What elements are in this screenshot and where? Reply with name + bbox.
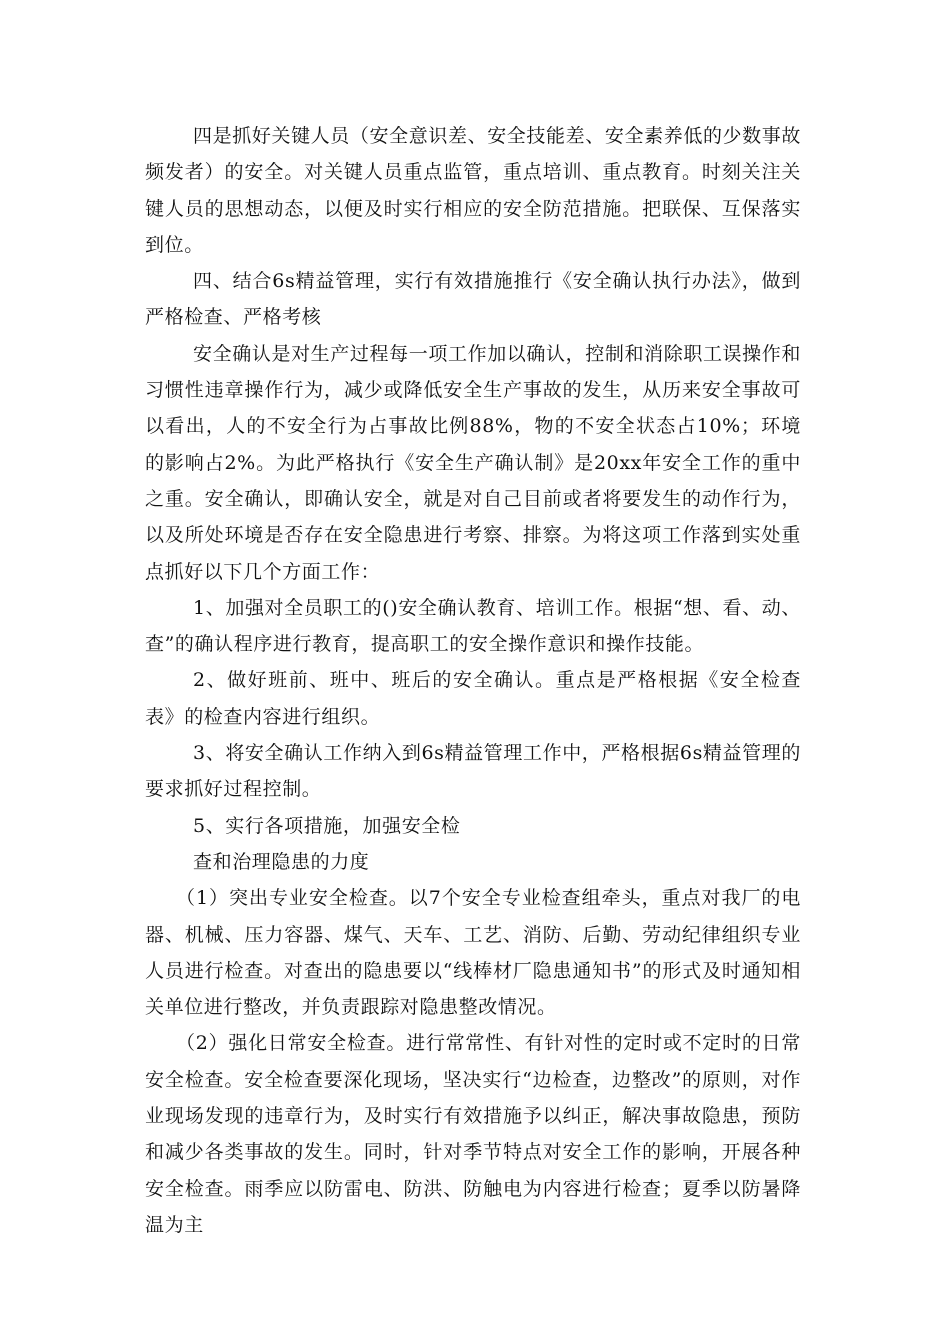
list-item-5-continued: 查和治理隐患的力度 [193, 850, 370, 873]
list-item-5: 5、实行各项措施，加强安全检 [193, 814, 461, 837]
document-body [145, 118, 801, 1243]
sub-item-1: （1）突出专业安全检查。以7个安全专业检查组牵头，重点对我厂的电器、机械、压力容器、煤气、天车、工艺、消防、后勤、劳动纪律组织专业人员进行检查。对查出的隐患要以“线棒材厂隐患通知书”的形式及时通知相关单位进行整改，并负责跟踪对隐患整改情况。 [145, 887, 801, 1019]
paragraph-safety-confirmation: 安全确认是对生产过程每一项工作加以确认，控制和消除职工误操作和习惯性违章操作行为，减少或降低安全生产事故的发生，从历来安全事故可以看出，人的不安全行为占事故比例88%，物的不安全状态占10%；环境的影响占2%。为此严格执行《安全生产确认制》是20xx年安全工作的重中之重。安全确认，即确认安全，就是对自己目前或者将要发生的动作行为，以及所处环境是否存在安全隐患进行考察、排察。为将这项工作落到实处重点抓好以下几个方面工作： [145, 342, 801, 583]
list-item-2: 2、做好班前、班中、班后的安全确认。重点是严格根据《安全检查表》的检查内容进行组织。 [145, 669, 801, 728]
sub-item-2: （2）强化日常安全检查。进行常常性、有针对性的定时或不定时的日常安全检查。安全检查要深化现场，坚决实行“边检查，边整改”的原则，对作业现场发现的违章行为，及时实行有效措施予以纠正，解决事故隐患，预防和减少各类事故的发生。同时，针对季节特点对安全工作的影响，开展各种安全检查。雨季应以防雷电、防洪、防触电为内容进行检查；夏季以防暑降温为主 [145, 1032, 801, 1236]
section-heading-4: 四、结合6s精益管理，实行有效措施推行《安全确认执行办法》，做到严格检查、严格考核 [145, 270, 801, 329]
list-item-3: 3、将安全确认工作纳入到6s精益管理工作中，严格根据6s精益管理的要求抓好过程控制。 [145, 742, 801, 801]
list-item-1: 1、加强对全员职工的()安全确认教育、培训工作。根据“想、看、动、查”的确认程序进行教育，提高职工的安全操作意识和操作技能。 [145, 596, 801, 656]
paragraph-key-personnel: 四是抓好关键人员（安全意识差、安全技能差、安全素养低的少数事故频发者）的安全。对关键人员重点监管，重点培训、重点教育。时刻关注关键人员的思想动态，以便及时实行相应的安全防范措施。把联保、互保落实到位。 [145, 125, 801, 256]
